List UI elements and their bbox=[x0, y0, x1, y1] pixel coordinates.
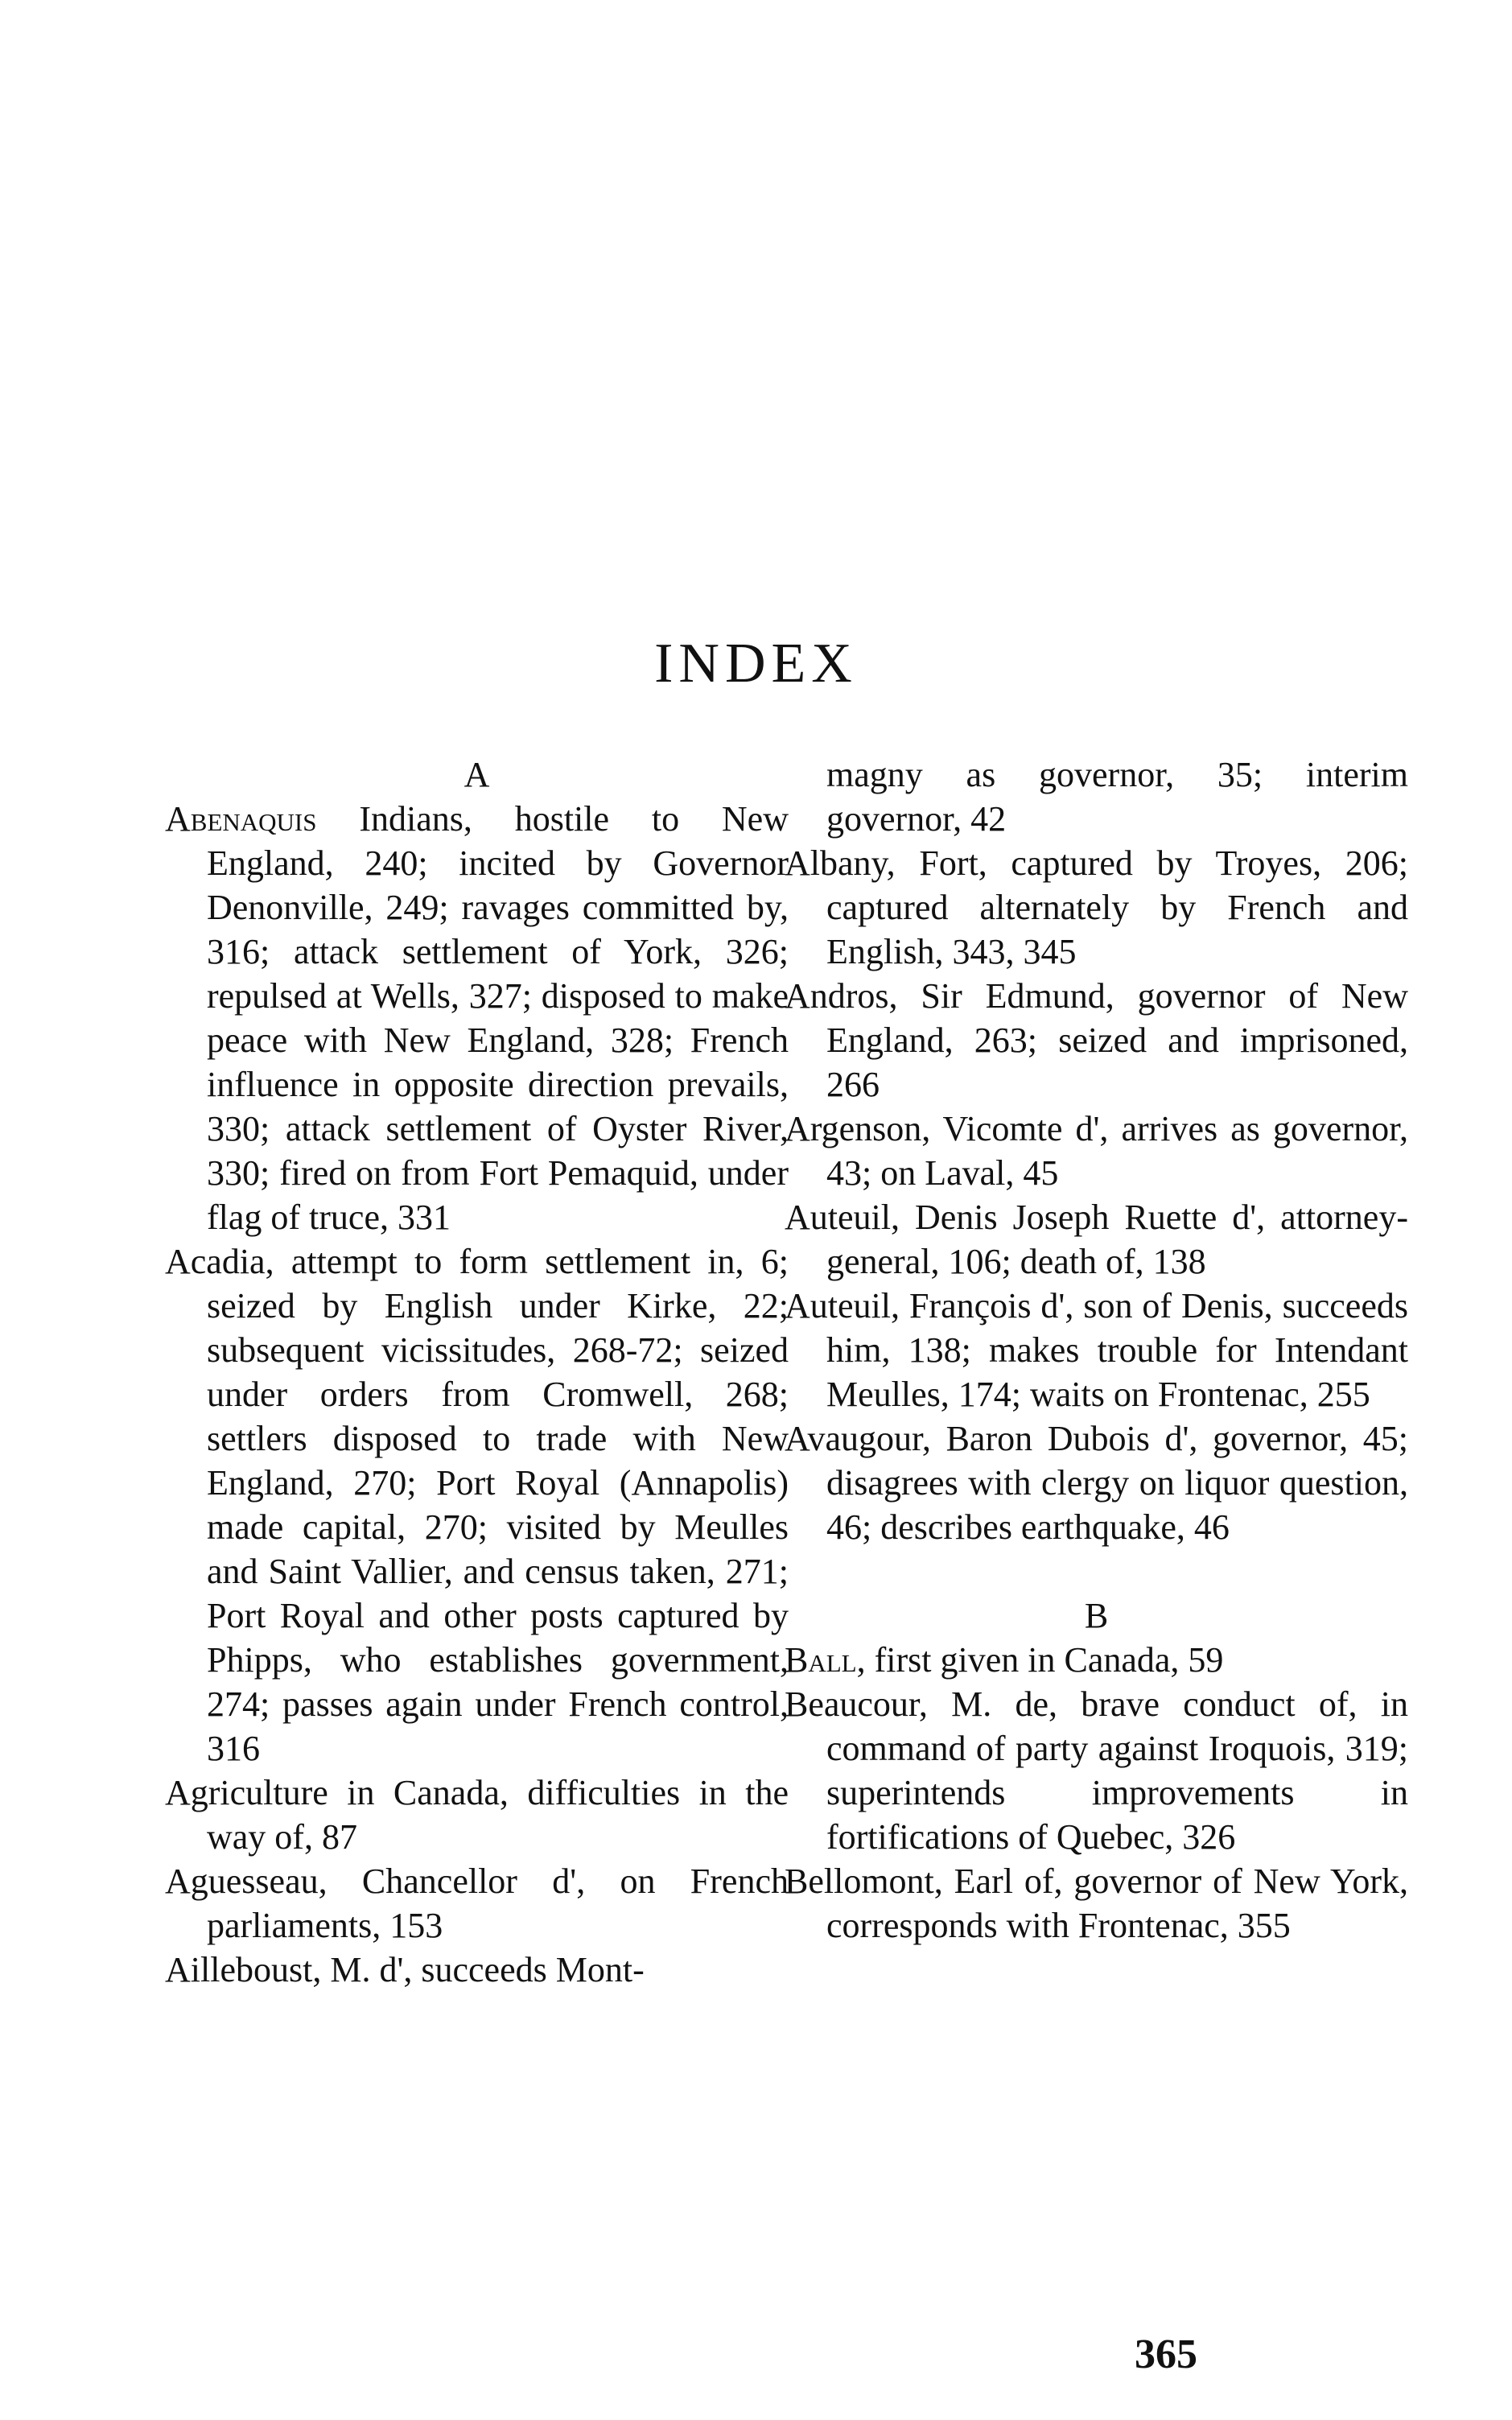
page-title: INDEX bbox=[654, 633, 858, 695]
index-entry-argenson: Argenson, Vicomte d', arrives as governor, 43; on Laval, 45 bbox=[785, 1109, 1408, 1193]
entry-head: Abenaquis bbox=[165, 799, 317, 839]
section-letter-b: B bbox=[1084, 1596, 1109, 1635]
entry-text: Ailleboust, M. d', succeeds Mont- bbox=[165, 1950, 645, 1989]
page-number: 365 bbox=[1135, 2331, 1197, 2377]
index-entry-andros: Andros, Sir Edmund, governor of New England, 263; seized and imprisoned, 266 bbox=[785, 976, 1408, 1104]
index-column-left bbox=[165, 752, 789, 1992]
section-letter-a: A bbox=[463, 755, 490, 794]
entry-text: , first given in Canada, 59 bbox=[856, 1640, 1224, 1680]
entry-head: Ball bbox=[785, 1640, 857, 1680]
index-entry-ailleboust bbox=[165, 1948, 789, 1992]
index-entry-continuation: magny as governor, 35; interim governor, 42 bbox=[826, 755, 1408, 839]
index-entry-beaucour: Beaucour, M. de, brave conduct of, in command of party against Iroquois, 319; superintends improvements in fortifications of Quebec, 326 bbox=[785, 1684, 1408, 1857]
index-entry-aguesseau bbox=[165, 1859, 789, 1948]
entry-text: Aguesseau, Chancellor d', on French parliaments, 153 bbox=[165, 1861, 789, 1945]
index-entry-abenaquis bbox=[165, 797, 789, 1239]
entry-text: Indians, hostile to New England, 240; incited by Governor Denonville, 249; ravages committed by, 316; attack settlement of York, 326; repulsed at Wells, 327; disposed to make peace with New England, 328; French influence in opposite direction prevails, 330; attack settlement of Oyster River, 330; fired on from Fort Pemaquid, under flag of truce, 331 bbox=[207, 799, 789, 1237]
index-column-right bbox=[785, 752, 1408, 1948]
index-entry-agriculture bbox=[165, 1771, 789, 1859]
entry-text: Agriculture in Canada, difficulties in the way of, 87 bbox=[165, 1773, 789, 1857]
index-entry-acadia bbox=[165, 1239, 789, 1771]
index-entry-albany: Albany, Fort, captured by Troyes, 206; captured alternately by French and English, 343, 345 bbox=[785, 843, 1408, 971]
index-entry-avaugour: Avaugour, Baron Dubois d', governor, 45; disagrees with clergy on liquor question, 46; describes earthquake, 46 bbox=[785, 1419, 1408, 1547]
index-entry-bellomont: Bellomont, Earl of, governor of New York, corresponds with Frontenac, 355 bbox=[785, 1861, 1408, 1945]
index-entry-auteuil-francois: Auteuil, François d', son of Denis, succeeds him, 138; makes trouble for Intendant Meulles, 174; waits on Frontenac, 255 bbox=[785, 1286, 1408, 1414]
index-entry-auteuil-denis: Auteuil, Denis Joseph Ruette d', attorney-general, 106; death of, 138 bbox=[785, 1198, 1408, 1281]
index-entry-ball bbox=[785, 1638, 1408, 1682]
entry-text: Acadia, attempt to form settlement in, 6; seized by English under Kirke, 22; subsequent vicissitudes, 268-72; seized under orders from Cromwell, 268; settlers disposed to trade with New England, 270; Port Royal (Annapolis) made capital, 270; visited by Meulles and Saint Vallier, and census taken, 271; Port Royal and other posts captured by Phipps, who establishes government, 274; passes again under French control, 316 bbox=[165, 1242, 789, 1768]
